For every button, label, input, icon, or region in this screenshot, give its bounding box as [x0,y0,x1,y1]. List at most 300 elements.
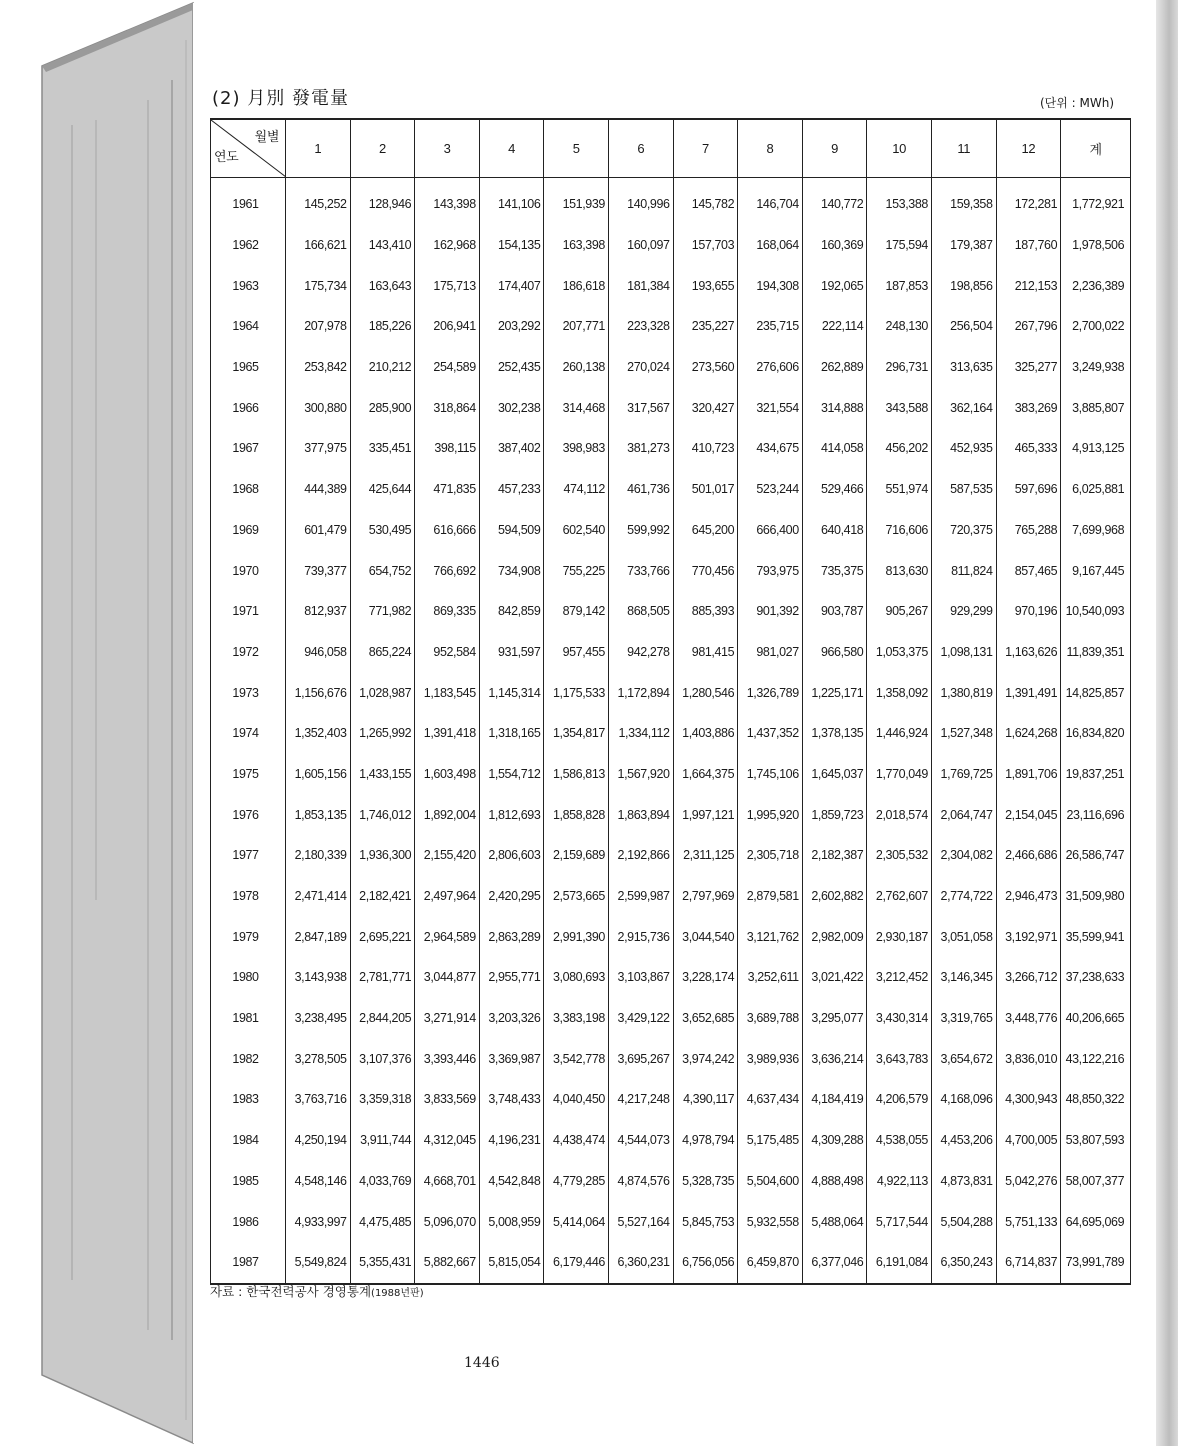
year-cell: 1969 [211,510,286,551]
value-cell: 456,202 [867,428,932,469]
table-row [211,1201,1131,1242]
value-cell: 166,621 [286,225,351,266]
value-cell: 1,746,012 [350,794,415,835]
value-cell: 5,815,054 [479,1242,544,1284]
value-cell: 3,266,712 [996,957,1061,998]
value-cell: 879,142 [544,591,609,632]
value-cell: 733,766 [608,550,673,591]
value-cell: 6,360,231 [608,1242,673,1284]
value-cell: 735,375 [802,550,867,591]
value-cell: 813,630 [867,550,932,591]
value-cell: 1,997,121 [673,794,738,835]
value-cell: 4,637,434 [738,1079,803,1120]
value-cell: 203,292 [479,306,544,347]
value-cell: 235,715 [738,306,803,347]
total-cell: 53,807,593 [1061,1120,1131,1161]
value-cell: 302,238 [479,387,544,428]
value-cell: 2,420,295 [479,876,544,917]
value-cell: 3,369,987 [479,1038,544,1079]
header-month: 12 [996,119,1061,178]
value-cell: 929,299 [931,591,996,632]
value-cell: 159,358 [931,178,996,225]
value-cell: 320,427 [673,387,738,428]
value-cell: 461,736 [608,469,673,510]
value-cell: 6,756,056 [673,1242,738,1284]
value-cell: 4,475,485 [350,1201,415,1242]
value-cell: 222,114 [802,306,867,347]
value-cell: 1,995,920 [738,794,803,835]
total-cell: 26,586,747 [1061,835,1131,876]
value-cell: 1,745,106 [738,754,803,795]
value-cell: 869,335 [415,591,480,632]
value-cell: 597,696 [996,469,1061,510]
value-cell: 640,418 [802,510,867,551]
value-cell: 145,782 [673,178,738,225]
value-cell: 198,856 [931,265,996,306]
value-cell: 179,387 [931,225,996,266]
value-cell: 3,430,314 [867,998,932,1039]
value-cell: 2,991,390 [544,916,609,957]
total-cell: 2,700,022 [1061,306,1131,347]
value-cell: 734,908 [479,550,544,591]
year-cell: 1966 [211,387,286,428]
year-cell: 1973 [211,672,286,713]
value-cell: 314,888 [802,387,867,428]
table-title: (2) 月別 發電量 [212,88,349,109]
value-cell: 1,437,352 [738,713,803,754]
corner-header [211,119,286,178]
year-cell: 1983 [211,1079,286,1120]
value-cell: 143,410 [350,225,415,266]
value-cell: 256,504 [931,306,996,347]
value-cell: 2,018,574 [867,794,932,835]
value-cell: 4,033,769 [350,1161,415,1202]
value-cell: 206,941 [415,306,480,347]
table-row [211,428,1131,469]
value-cell: 4,544,073 [608,1120,673,1161]
value-cell: 601,479 [286,510,351,551]
total-cell: 11,839,351 [1061,632,1131,673]
value-cell: 157,703 [673,225,738,266]
value-cell: 4,438,474 [544,1120,609,1161]
value-cell: 1,859,723 [802,794,867,835]
total-cell: 1,978,506 [1061,225,1131,266]
value-cell: 842,859 [479,591,544,632]
value-cell: 3,636,214 [802,1038,867,1079]
value-cell: 210,212 [350,347,415,388]
value-cell: 3,654,672 [931,1038,996,1079]
value-cell: 168,064 [738,225,803,266]
total-cell: 10,540,093 [1061,591,1131,632]
value-cell: 3,271,914 [415,998,480,1039]
value-cell: 1,891,706 [996,754,1061,795]
value-cell: 1,863,894 [608,794,673,835]
value-cell: 223,328 [608,306,673,347]
table-row [211,591,1131,632]
value-cell: 5,414,064 [544,1201,609,1242]
value-cell: 267,796 [996,306,1061,347]
value-cell: 2,946,473 [996,876,1061,917]
value-cell: 1,645,037 [802,754,867,795]
value-cell: 4,888,498 [802,1161,867,1202]
value-cell: 381,273 [608,428,673,469]
table-row [211,632,1131,673]
value-cell: 141,106 [479,178,544,225]
total-cell: 43,122,216 [1061,1038,1131,1079]
year-cell: 1962 [211,225,286,266]
value-cell: 4,206,579 [867,1079,932,1120]
value-cell: 1,028,987 [350,672,415,713]
header-month: 4 [479,119,544,178]
total-cell: 64,695,069 [1061,1201,1131,1242]
value-cell: 1,145,314 [479,672,544,713]
value-cell: 654,752 [350,550,415,591]
header-month: 11 [931,119,996,178]
header-month: 9 [802,119,867,178]
value-cell: 457,233 [479,469,544,510]
year-cell: 1976 [211,794,286,835]
value-cell: 2,154,045 [996,794,1061,835]
value-cell: 716,606 [867,510,932,551]
value-cell: 1,352,403 [286,713,351,754]
value-cell: 501,017 [673,469,738,510]
value-cell: 1,318,165 [479,713,544,754]
value-cell: 811,824 [931,550,996,591]
value-cell: 383,269 [996,387,1061,428]
year-cell: 1977 [211,835,286,876]
header-month: 8 [738,119,803,178]
year-cell: 1965 [211,347,286,388]
value-cell: 335,451 [350,428,415,469]
value-cell: 314,468 [544,387,609,428]
value-cell: 1,354,817 [544,713,609,754]
value-cell: 471,835 [415,469,480,510]
value-cell: 2,182,387 [802,835,867,876]
value-cell: 4,874,576 [608,1161,673,1202]
value-cell: 160,369 [802,225,867,266]
value-cell: 321,554 [738,387,803,428]
value-cell: 3,143,938 [286,957,351,998]
value-cell: 4,538,055 [867,1120,932,1161]
value-cell: 3,763,716 [286,1079,351,1120]
value-cell: 2,879,581 [738,876,803,917]
value-cell: 146,704 [738,178,803,225]
value-cell: 1,853,135 [286,794,351,835]
value-cell: 153,388 [867,178,932,225]
value-cell: 296,731 [867,347,932,388]
value-cell: 181,384 [608,265,673,306]
value-cell: 2,471,414 [286,876,351,917]
value-cell: 770,456 [673,550,738,591]
value-cell: 5,549,824 [286,1242,351,1284]
value-cell: 942,278 [608,632,673,673]
value-cell: 398,983 [544,428,609,469]
value-cell: 3,107,376 [350,1038,415,1079]
source-edition: (1988년판) [371,1288,424,1299]
value-cell: 262,889 [802,347,867,388]
table-row [211,265,1131,306]
value-cell: 530,495 [350,510,415,551]
year-cell: 1975 [211,754,286,795]
value-cell: 1,603,498 [415,754,480,795]
value-cell: 957,455 [544,632,609,673]
value-cell: 599,992 [608,510,673,551]
value-cell: 425,644 [350,469,415,510]
header-month: 10 [867,119,932,178]
value-cell: 235,227 [673,306,738,347]
value-cell: 260,138 [544,347,609,388]
value-cell: 3,319,765 [931,998,996,1039]
table-row [211,1120,1131,1161]
value-cell: 5,096,070 [415,1201,480,1242]
value-cell: 4,184,419 [802,1079,867,1120]
value-cell: 3,989,936 [738,1038,803,1079]
value-cell: 901,392 [738,591,803,632]
value-cell: 1,605,156 [286,754,351,795]
year-cell: 1984 [211,1120,286,1161]
table-row [211,876,1131,917]
value-cell: 4,978,794 [673,1120,738,1161]
table-row [211,347,1131,388]
value-cell: 252,435 [479,347,544,388]
value-cell: 3,146,345 [931,957,996,998]
value-cell: 5,882,667 [415,1242,480,1284]
value-cell: 145,252 [286,178,351,225]
year-cell: 1972 [211,632,286,673]
value-cell: 2,311,125 [673,835,738,876]
value-cell: 1,769,725 [931,754,996,795]
value-cell: 2,955,771 [479,957,544,998]
value-cell: 1,770,049 [867,754,932,795]
table-row [211,998,1131,1039]
value-cell: 5,751,133 [996,1201,1061,1242]
table-row [211,794,1131,835]
table-row [211,387,1131,428]
header-month: 1 [286,119,351,178]
value-cell: 2,305,718 [738,835,803,876]
value-cell: 140,996 [608,178,673,225]
value-cell: 1,172,894 [608,672,673,713]
value-cell: 1,664,375 [673,754,738,795]
value-cell: 4,196,231 [479,1120,544,1161]
value-cell: 3,021,422 [802,957,867,998]
value-cell: 212,153 [996,265,1061,306]
value-cell: 187,760 [996,225,1061,266]
value-cell: 3,652,685 [673,998,738,1039]
value-cell: 4,873,831 [931,1161,996,1202]
monthly-generation-table [210,118,1131,1285]
total-cell: 23,116,696 [1061,794,1131,835]
year-cell: 1986 [211,1201,286,1242]
value-cell: 2,497,964 [415,876,480,917]
total-cell: 73,991,789 [1061,1242,1131,1284]
value-cell: 4,168,096 [931,1079,996,1120]
value-cell: 1,163,626 [996,632,1061,673]
total-cell: 6,025,881 [1061,469,1131,510]
total-cell: 58,007,377 [1061,1161,1131,1202]
year-cell: 1968 [211,469,286,510]
value-cell: 3,044,540 [673,916,738,957]
value-cell: 248,130 [867,306,932,347]
value-cell: 2,064,747 [931,794,996,835]
value-cell: 4,922,113 [867,1161,932,1202]
value-cell: 739,377 [286,550,351,591]
table-row [211,754,1131,795]
value-cell: 1,567,920 [608,754,673,795]
unit-label: (단위 : MWh) [1040,96,1115,110]
value-cell: 3,383,198 [544,998,609,1039]
value-cell: 793,975 [738,550,803,591]
value-cell: 285,900 [350,387,415,428]
value-cell: 981,415 [673,632,738,673]
table-row [211,469,1131,510]
value-cell: 2,863,289 [479,916,544,957]
value-cell: 4,779,285 [544,1161,609,1202]
value-cell: 163,643 [350,265,415,306]
value-cell: 2,930,187 [867,916,932,957]
value-cell: 5,488,064 [802,1201,867,1242]
value-cell: 3,974,242 [673,1038,738,1079]
value-cell: 253,842 [286,347,351,388]
value-cell: 5,008,959 [479,1201,544,1242]
value-cell: 5,355,431 [350,1242,415,1284]
value-cell: 1,812,693 [479,794,544,835]
year-cell: 1964 [211,306,286,347]
value-cell: 151,939 [544,178,609,225]
value-cell: 1,624,268 [996,713,1061,754]
value-cell: 645,200 [673,510,738,551]
value-cell: 905,267 [867,591,932,632]
value-cell: 6,714,837 [996,1242,1061,1284]
value-cell: 434,675 [738,428,803,469]
value-cell: 3,103,867 [608,957,673,998]
total-cell: 14,825,857 [1061,672,1131,713]
header-month: 6 [608,119,673,178]
value-cell: 143,398 [415,178,480,225]
value-cell: 3,228,174 [673,957,738,998]
year-cell: 1970 [211,550,286,591]
value-cell: 3,080,693 [544,957,609,998]
value-cell: 2,599,987 [608,876,673,917]
header-month: 7 [673,119,738,178]
value-cell: 162,968 [415,225,480,266]
value-cell: 175,734 [286,265,351,306]
value-cell: 2,304,082 [931,835,996,876]
year-cell: 1987 [211,1242,286,1284]
value-cell: 4,700,005 [996,1120,1061,1161]
value-cell: 6,377,046 [802,1242,867,1284]
value-cell: 185,226 [350,306,415,347]
year-cell: 1978 [211,876,286,917]
value-cell: 1,380,819 [931,672,996,713]
value-cell: 766,692 [415,550,480,591]
value-cell: 2,155,420 [415,835,480,876]
total-cell: 1,772,921 [1061,178,1131,225]
table-row [211,225,1131,266]
total-cell: 31,509,980 [1061,876,1131,917]
value-cell: 1,156,676 [286,672,351,713]
value-cell: 865,224 [350,632,415,673]
value-cell: 362,164 [931,387,996,428]
value-cell: 3,192,971 [996,916,1061,957]
table-row [211,1079,1131,1120]
value-cell: 966,580 [802,632,867,673]
value-cell: 193,655 [673,265,738,306]
value-cell: 4,217,248 [608,1079,673,1120]
value-cell: 3,911,744 [350,1120,415,1161]
value-cell: 276,606 [738,347,803,388]
value-cell: 1,098,131 [931,632,996,673]
value-cell: 5,175,485 [738,1120,803,1161]
value-cell: 4,390,117 [673,1079,738,1120]
value-cell: 2,774,722 [931,876,996,917]
value-cell: 3,203,326 [479,998,544,1039]
value-cell: 318,864 [415,387,480,428]
value-cell: 1,358,092 [867,672,932,713]
value-cell: 3,252,611 [738,957,803,998]
value-cell: 2,305,532 [867,835,932,876]
total-cell: 3,885,807 [1061,387,1131,428]
value-cell: 4,453,206 [931,1120,996,1161]
table-row [211,510,1131,551]
value-cell: 2,915,736 [608,916,673,957]
value-cell: 4,668,701 [415,1161,480,1202]
value-cell: 4,933,997 [286,1201,351,1242]
value-cell: 444,389 [286,469,351,510]
value-cell: 2,695,221 [350,916,415,957]
value-cell: 1,403,886 [673,713,738,754]
year-cell: 1963 [211,265,286,306]
value-cell: 4,300,943 [996,1079,1061,1120]
value-cell: 981,027 [738,632,803,673]
header-row [211,119,1131,178]
value-cell: 2,466,686 [996,835,1061,876]
value-cell: 3,833,569 [415,1079,480,1120]
value-cell: 6,350,243 [931,1242,996,1284]
value-cell: 465,333 [996,428,1061,469]
value-cell: 523,244 [738,469,803,510]
table-row [211,713,1131,754]
value-cell: 4,250,194 [286,1120,351,1161]
value-cell: 300,880 [286,387,351,428]
value-cell: 1,433,155 [350,754,415,795]
value-cell: 207,978 [286,306,351,347]
total-cell: 40,206,665 [1061,998,1131,1039]
value-cell: 551,974 [867,469,932,510]
value-cell: 3,295,077 [802,998,867,1039]
year-cell: 1980 [211,957,286,998]
value-cell: 5,042,276 [996,1161,1061,1202]
total-cell: 3,249,938 [1061,347,1131,388]
value-cell: 1,280,546 [673,672,738,713]
value-cell: 3,448,776 [996,998,1061,1039]
value-cell: 1,586,813 [544,754,609,795]
value-cell: 2,806,603 [479,835,544,876]
value-cell: 5,504,600 [738,1161,803,1202]
value-cell: 3,836,010 [996,1038,1061,1079]
table-row [211,1161,1131,1202]
value-cell: 720,375 [931,510,996,551]
value-cell: 3,121,762 [738,916,803,957]
value-cell: 3,689,788 [738,998,803,1039]
year-cell: 1979 [211,916,286,957]
table-row [211,1242,1131,1284]
value-cell: 1,378,135 [802,713,867,754]
table-row [211,835,1131,876]
value-cell: 666,400 [738,510,803,551]
value-cell: 1,053,375 [867,632,932,673]
value-cell: 946,058 [286,632,351,673]
